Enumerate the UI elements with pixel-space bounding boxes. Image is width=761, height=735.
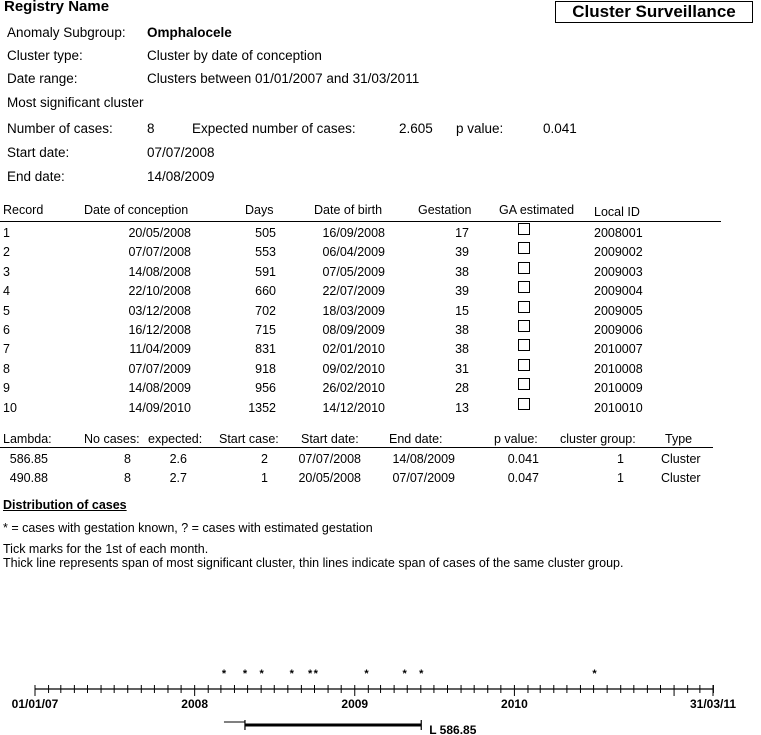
cell-lambda: 490.88 [9,471,48,485]
cell-local-id: 2010010 [594,400,643,415]
cell-record: 7 [3,342,10,357]
cell-local-id: 2009004 [594,284,643,299]
cell-start-case: 1 [261,471,268,485]
ga-estimated-checkbox [518,242,530,254]
cluster-type-value: Cluster by date of conception [147,48,322,63]
cell-days: 715 [255,323,276,337]
cell-date-of-conception: 14/09/2010 [128,400,191,415]
case-timeline [0,660,761,735]
expected-label: Expected number of cases: [192,121,356,136]
line-note: Thick line represents span of most significant cluster, thin lines indicate span of cases of the same cluster group. [3,556,624,570]
cell-record: 1 [3,226,10,240]
cell-local-id: 2009006 [594,323,643,337]
cell-days: 831 [255,342,276,357]
cell-no-cases: 8 [124,471,131,485]
year-label: 2008 [181,697,209,711]
cell-date-of-birth: 08/09/2009 [322,323,385,337]
cell-end-date: 14/08/2009 [392,452,455,466]
col-header-date-of-conception: Date of conception [84,203,189,217]
cell-p-value: 0.047 [507,471,539,485]
anomaly-label: Anomaly Subgroup: [7,25,126,40]
ga-estimated-checkbox [518,281,530,293]
cell-gestation: 39 [455,284,469,299]
col-header-lambda: Lambda: [3,432,52,446]
year-label: 2010 [501,697,528,711]
axis-end-label: 31/03/11 [689,697,737,711]
case-marker: * [307,668,313,680]
ga-estimated-checkbox [518,301,530,313]
cell-record: 10 [3,400,17,415]
ga-estimated-checkbox [518,223,530,235]
cell-date-of-birth: 02/01/2010 [322,342,385,357]
cell-date-of-conception: 14/08/2008 [128,264,191,279]
cell-gestation: 38 [455,264,469,279]
cell-expected: 2.6 [169,452,187,466]
cell-date-of-birth: 06/04/2009 [322,245,385,260]
case-marker: * [313,668,318,680]
p-value-label: p value: [456,121,504,136]
cell-days: 660 [255,284,276,299]
start-date-value: 07/07/2008 [147,145,215,160]
cell-date-of-birth: 22/07/2009 [322,284,385,299]
cell-date-of-birth: 07/05/2009 [322,264,385,279]
case-marker: * [364,668,369,680]
date-range-value: Clusters between 01/01/2007 and 31/03/2011 [147,71,420,86]
distribution-heading: Distribution of cases [3,498,127,512]
col-header-no-cases: No cases: [84,432,140,446]
col-header-type: Type [665,432,693,446]
case-marker: * [592,668,597,680]
case-marker: * [221,668,227,680]
ga-estimated-checkbox [518,339,530,351]
col-header-p-value: p value: [494,432,538,446]
report-title-badge: Cluster Surveillance [555,1,753,23]
case-marker: * [242,668,248,680]
anomaly-value: Omphalocele [147,25,232,40]
cell-gestation: 17 [455,226,469,240]
cell-gestation: 28 [455,381,469,396]
cell-date-of-birth: 14/12/2010 [322,400,385,415]
start-date-label: Start date: [7,145,70,160]
case-marker: * [402,668,407,680]
col-header-date-of-birth: Date of birth [314,203,383,217]
cell-record: 4 [3,284,10,299]
cell-gestation: 15 [455,303,469,318]
cluster-type-label: Cluster type: [7,48,83,63]
cell-p-value: 0.041 [507,452,539,466]
cell-record: 2 [3,245,10,260]
cell-days: 505 [255,226,276,240]
col-header-record: Record [3,203,44,217]
cell-gestation: 39 [455,245,469,260]
cell-date-of-conception: 07/07/2008 [128,245,191,260]
cell-record: 8 [3,361,10,376]
cell-date-of-conception: 22/10/2008 [128,284,191,299]
cell-gestation: 38 [455,323,469,337]
cell-local-id: 2009003 [594,264,643,279]
cell-date-of-birth: 16/09/2008 [322,226,385,240]
col-header-cluster-group: cluster group: [560,432,636,446]
cell-date-of-conception: 03/12/2008 [128,303,191,318]
case-marker: * [419,668,424,680]
col-header-local-id: Local ID [594,205,640,219]
cell-record: 9 [3,381,10,396]
col-header-expected: expected: [148,432,203,446]
cell-start-case: 2 [261,452,268,466]
axis-start-label: 01/01/07 [11,697,59,711]
cell-date-of-birth: 26/02/2010 [322,381,385,396]
col-header-end-date: End date: [389,432,443,446]
cell-days: 553 [255,245,276,260]
cell-days: 956 [255,381,276,396]
ga-estimated-checkbox [518,398,530,410]
cell-date-of-conception: 11/04/2009 [129,342,191,357]
num-cases-label: Number of cases: [7,121,113,136]
end-date-value: 14/08/2009 [147,169,215,184]
date-range-label: Date range: [7,71,78,86]
registry-name: Registry Name [4,0,110,15]
cell-days: 591 [255,264,276,279]
end-date-label: End date: [7,169,65,184]
col-header-days: Days [245,203,274,217]
cell-end-date: 07/07/2009 [392,471,455,485]
cell-date-of-conception: 20/05/2008 [128,226,191,240]
cell-record: 6 [3,323,10,337]
cell-date-of-conception: 07/07/2009 [128,361,191,376]
num-cases-value: 8 [147,121,155,136]
cell-local-id: 2010007 [594,342,643,357]
cell-date-of-birth: 18/03/2009 [322,303,385,318]
ga-estimated-checkbox [518,262,530,274]
cell-gestation: 13 [455,400,469,415]
cell-local-id: 2008001 [594,226,643,240]
cell-date-of-conception: 16/12/2008 [128,323,191,337]
cell-local-id: 2010009 [594,381,643,396]
expected-value: 2.605 [399,121,433,136]
cluster-header-rule [0,447,713,448]
cell-days: 918 [255,361,276,376]
col-header-start-case: Start case: [219,432,279,446]
cell-date-of-birth: 09/02/2010 [322,361,385,376]
cell-start-date: 07/07/2008 [298,452,361,466]
ga-estimated-checkbox [518,320,530,332]
cell-local-id: 2009002 [594,245,643,260]
col-header-ga-estimated: GA estimated [499,203,575,217]
case-marker: * [259,668,264,680]
cell-record: 5 [3,303,10,318]
ga-estimated-checkbox [518,378,530,390]
most-significant-heading: Most significant cluster [7,95,144,110]
tick-note: Tick marks for the 1st of each month. [3,542,209,556]
col-header-start-date: Start date: [301,432,359,446]
cluster-span-label: L 586.85 [429,723,477,735]
cell-local-id: 2010008 [594,361,643,376]
year-label: 2009 [341,697,369,711]
cases-header-rule [0,221,721,222]
cell-date-of-conception: 14/08/2009 [128,381,191,396]
cell-local-id: 2009005 [594,303,643,318]
cell-cluster-group: 1 [617,452,624,466]
cell-gestation: 31 [455,361,469,376]
case-marker: * [289,668,294,680]
cell-start-date: 20/05/2008 [298,471,361,485]
col-header-gestation: Gestation [418,203,472,217]
cell-gestation: 38 [455,342,469,357]
legend-note: * = cases with gestation known, ? = cases with estimated gestation [3,521,373,535]
ga-estimated-checkbox [518,359,530,371]
cell-no-cases: 8 [124,452,131,466]
cell-days: 1352 [248,400,276,415]
cell-expected: 2.7 [169,471,187,485]
cell-days: 702 [255,303,276,318]
p-value: 0.041 [543,121,577,136]
cell-cluster-group: 1 [617,471,624,485]
cell-type: Cluster [661,452,701,466]
cell-lambda: 586.85 [9,452,48,466]
cell-type: Cluster [661,471,701,485]
cell-record: 3 [3,264,10,279]
